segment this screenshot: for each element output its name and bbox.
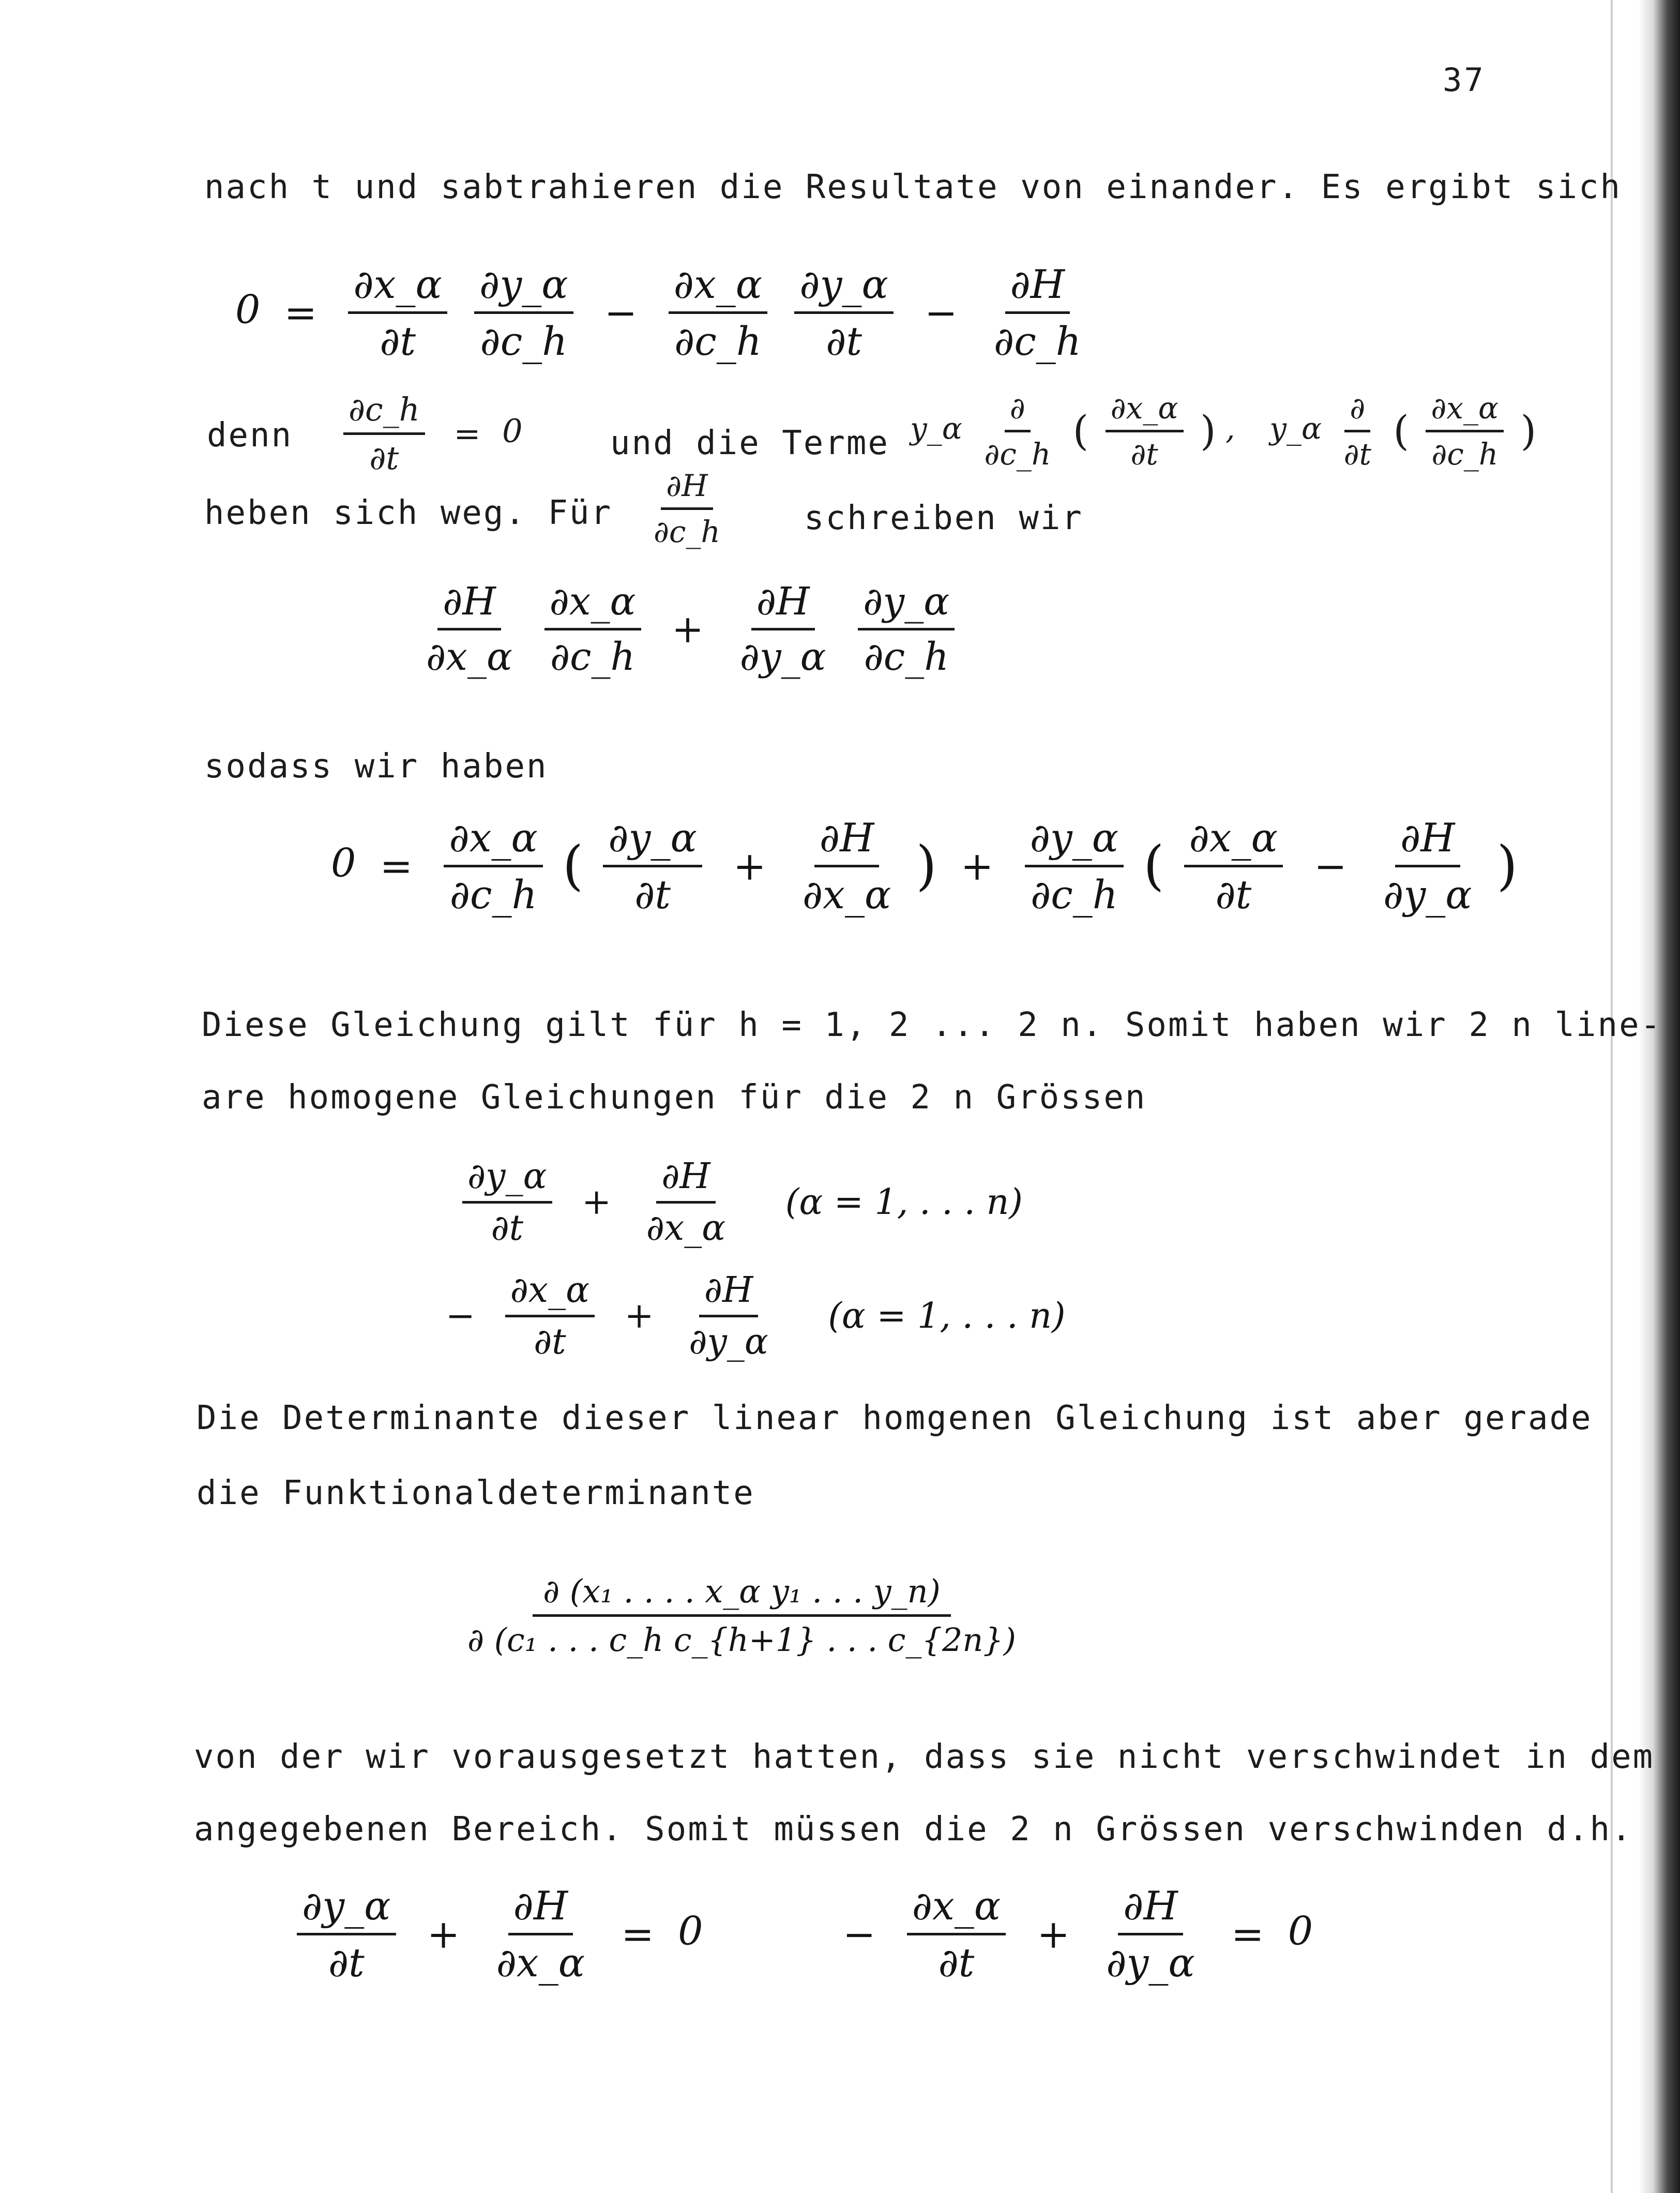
dch-dt-num: ∂c_h — [343, 390, 425, 435]
eq2-frac-2-den: ∂c_h — [550, 635, 635, 679]
eq3-frac-2 — [603, 815, 702, 918]
eq2-frac-3-den: ∂y_α — [739, 635, 826, 679]
term2-inner — [1426, 390, 1504, 472]
eq5-frac-1-num: ∂x_α — [505, 1270, 595, 1317]
eq1-frac-2 — [474, 261, 573, 364]
eq5-plus: + — [624, 1296, 654, 1336]
eq3-frac-1-num: ∂x_α — [444, 815, 542, 867]
eq1-minus-2: − — [925, 290, 958, 336]
eq3-lparen-2: ( — [1143, 835, 1164, 897]
final-plus-2: + — [1037, 1911, 1070, 1957]
final-eq-2: = — [1231, 1911, 1264, 1957]
eq1-frac-1 — [348, 261, 447, 364]
eq1-frac-5 — [989, 261, 1086, 364]
eq5-condition: (α = 1, . . . n) — [828, 1296, 1066, 1336]
page-number: 37 — [1443, 61, 1486, 99]
eq1-frac-4-num: ∂y_α — [794, 261, 894, 314]
eq3-frac-5-num: ∂x_α — [1184, 815, 1283, 867]
dH-dch-frac — [648, 468, 725, 549]
term2-op-den: ∂t — [1343, 437, 1371, 472]
eq2-frac-2 — [544, 579, 641, 679]
text-line-10: angegebenen Bereich. Somit müssen die 2 n Grössen verschwinden d.h. — [194, 1810, 1633, 1849]
inline-dch-dt — [336, 390, 523, 477]
term1-ya: y_α — [910, 411, 962, 446]
terms-comma: , — [1225, 411, 1235, 446]
term2-inner-num: ∂x_α — [1426, 390, 1504, 432]
eq3-frac-1-den: ∂c_h — [449, 872, 537, 918]
final-zero-2: 0 — [1288, 1907, 1313, 1954]
eq3-plus-1: + — [733, 843, 766, 889]
dch-dt-den: ∂t — [369, 439, 399, 477]
text-line-4: sodass wir haben — [204, 747, 548, 786]
eq3-frac-6-num: ∂H — [1395, 815, 1460, 867]
eq4-frac-1-num: ∂y_α — [462, 1156, 552, 1204]
dch-dt-zero: 0 — [502, 412, 523, 450]
eq4-condition: (α = 1, . . . n) — [785, 1182, 1023, 1223]
eq1-minus-1: − — [604, 290, 638, 336]
eq1-equals: = — [284, 290, 317, 336]
eq5-frac-2-num: ∂H — [699, 1270, 758, 1317]
eq2-frac-1-num: ∂H — [437, 579, 501, 630]
eq3-frac-3 — [797, 815, 896, 918]
term2-rparen: ) — [1520, 408, 1537, 455]
eq3-frac-6-den: ∂y_α — [1383, 872, 1472, 918]
eq5-minus: − — [446, 1296, 475, 1336]
text-line-3b: schreiben wir — [804, 499, 1083, 537]
eq3-rparen-1: ) — [916, 835, 937, 897]
final-frac-4-num: ∂H — [1118, 1883, 1183, 1935]
equation-final — [290, 1883, 1313, 1986]
eq2-frac-1-den: ∂x_α — [426, 635, 512, 679]
term2-inner-den: ∂c_h — [1431, 437, 1499, 472]
dch-dt-eq: = — [453, 415, 481, 453]
eq4-frac-2-den: ∂x_α — [646, 1208, 726, 1249]
text-line-7: Die Determinante dieser linear homgenen Gleichung ist aber gerade — [196, 1399, 1593, 1437]
term1-inner — [1106, 390, 1184, 472]
term2-op — [1339, 390, 1376, 472]
eq1-frac-1-den: ∂t — [380, 318, 416, 364]
final-frac-3 — [907, 1883, 1006, 1986]
final-frac-4 — [1101, 1883, 1200, 1986]
eq1-frac-3-den: ∂c_h — [674, 318, 762, 364]
eq1-frac-5-den: ∂c_h — [993, 318, 1081, 364]
eq3-frac-2-num: ∂y_α — [603, 815, 702, 867]
eq2-frac-3-num: ∂H — [751, 579, 815, 630]
eq4-frac-1 — [462, 1156, 552, 1249]
eq3-frac-5-den: ∂t — [1215, 872, 1252, 918]
eq1-frac-4-den: ∂t — [826, 318, 862, 364]
equation-3 — [331, 815, 1518, 918]
equation-jacobian — [450, 1572, 1034, 1659]
binding-shadow — [1639, 0, 1680, 2193]
eq3-plus-2: + — [960, 843, 994, 889]
eq1-frac-4 — [794, 261, 894, 364]
eq1-frac-1-num: ∂x_α — [348, 261, 447, 314]
eq5-frac-2 — [684, 1270, 774, 1362]
final-frac-3-num: ∂x_α — [907, 1883, 1006, 1935]
text-line-2a: denn — [207, 416, 293, 455]
dH-dch-den: ∂c_h — [654, 514, 720, 549]
term2-lparen: ( — [1393, 408, 1409, 455]
dH-dch-num: ∂H — [661, 468, 713, 510]
eq3-frac-5 — [1184, 815, 1283, 918]
jacobian-den: ∂ (c₁ . . . c_h c_{h+1} . . . c_{2n}) — [467, 1621, 1016, 1659]
inline-dH-dch — [641, 468, 733, 549]
term1-rparen: ) — [1200, 408, 1216, 455]
term2-ya: y_α — [1269, 411, 1322, 446]
eq3-frac-3-num: ∂H — [814, 815, 880, 867]
eq2-frac-1 — [421, 579, 518, 679]
eq3-frac-4-num: ∂y_α — [1025, 815, 1124, 867]
term1-inner-den: ∂t — [1130, 437, 1158, 472]
term1-op — [979, 390, 1056, 472]
term1-op-den: ∂c_h — [984, 437, 1051, 472]
final-frac-4-den: ∂y_α — [1106, 1940, 1195, 1986]
eq1-frac-3 — [669, 261, 767, 364]
final-frac-1 — [297, 1883, 396, 1986]
equation-5 — [434, 1270, 1066, 1362]
final-frac-2-den: ∂x_α — [496, 1940, 585, 1986]
text-line-8: die Funktionaldeterminante — [196, 1474, 755, 1512]
eq5-frac-2-den: ∂y_α — [689, 1321, 768, 1362]
eq2-frac-4-num: ∂y_α — [858, 579, 955, 630]
text-line-5: Diese Gleichung gilt für h = 1, 2 ... 2 n. Somit haben wir 2 n line- — [202, 1006, 1662, 1044]
final-plus-1: + — [427, 1911, 460, 1957]
eq3-frac-4 — [1025, 815, 1124, 918]
binding-edge-line — [1611, 0, 1613, 2193]
final-frac-3-den: ∂t — [938, 1940, 975, 1986]
text-line-6: are homogene Gleichungen für die 2 n Grössen — [202, 1078, 1147, 1117]
eq3-zero: 0 — [331, 839, 356, 886]
eq2-frac-3 — [735, 579, 831, 679]
jacobian-frac — [457, 1572, 1026, 1659]
final-frac-1-den: ∂t — [328, 1940, 365, 1986]
eq1-frac-3-num: ∂x_α — [669, 261, 767, 314]
eq3-lparen-1: ( — [563, 835, 584, 897]
equation-2 — [414, 579, 962, 679]
eq2-plus: + — [672, 607, 704, 652]
final-frac-2 — [491, 1883, 590, 1986]
eq3-minus: − — [1314, 843, 1347, 889]
text-line-2b: und die Terme — [610, 424, 889, 462]
eq3-frac-4-den: ∂c_h — [1030, 872, 1118, 918]
eq3-equals: = — [380, 843, 413, 889]
eq2-frac-4 — [858, 579, 955, 679]
eq1-frac-5-num: ∂H — [1005, 261, 1070, 314]
eq3-rparen-2: ) — [1496, 835, 1518, 897]
eq3-frac-3-den: ∂x_α — [802, 872, 891, 918]
jacobian-num: ∂ (x₁ . . . . x_α y₁ . . . y_n) — [533, 1572, 951, 1617]
eq2-frac-4-den: ∂c_h — [864, 635, 949, 679]
eq4-frac-2-num: ∂H — [656, 1156, 715, 1204]
final-frac-1-num: ∂y_α — [297, 1883, 396, 1935]
inline-terms — [910, 390, 1536, 472]
final-zero-1: 0 — [678, 1907, 703, 1954]
eq5-frac-1 — [505, 1270, 595, 1362]
eq3-frac-2-den: ∂t — [634, 872, 671, 918]
eq1-frac-2-num: ∂y_α — [474, 261, 573, 314]
term1-inner-num: ∂x_α — [1106, 390, 1184, 432]
eq4-plus: + — [582, 1182, 612, 1223]
text-line-1: nach t und sabtrahieren die Resultate von einander. Es ergibt sich — [204, 168, 1622, 206]
term1-op-num: ∂ — [1005, 390, 1031, 432]
final-frac-2-num: ∂H — [508, 1883, 573, 1935]
eq1-frac-2-den: ∂c_h — [480, 318, 568, 364]
final-minus: − — [842, 1911, 876, 1957]
eq4-frac-2 — [641, 1156, 731, 1249]
eq4-frac-1-den: ∂t — [491, 1208, 523, 1249]
eq3-frac-6 — [1378, 815, 1477, 918]
term2-op-num: ∂ — [1344, 390, 1370, 432]
term1-lparen: ( — [1072, 408, 1089, 455]
eq5-frac-1-den: ∂t — [534, 1321, 566, 1362]
eq2-frac-2-num: ∂x_α — [544, 579, 641, 630]
final-eq-1: = — [621, 1911, 654, 1957]
eq3-frac-1 — [444, 815, 542, 918]
text-line-3a: heben sich weg. Für — [204, 494, 613, 532]
equation-1 — [235, 261, 1094, 364]
equation-4 — [455, 1156, 1023, 1249]
eq1-zero: 0 — [235, 286, 261, 333]
text-line-9: von der wir vorausgesetzt hatten, dass sie nicht verschwindet in dem — [194, 1738, 1655, 1776]
dch-dt-frac — [343, 390, 425, 477]
